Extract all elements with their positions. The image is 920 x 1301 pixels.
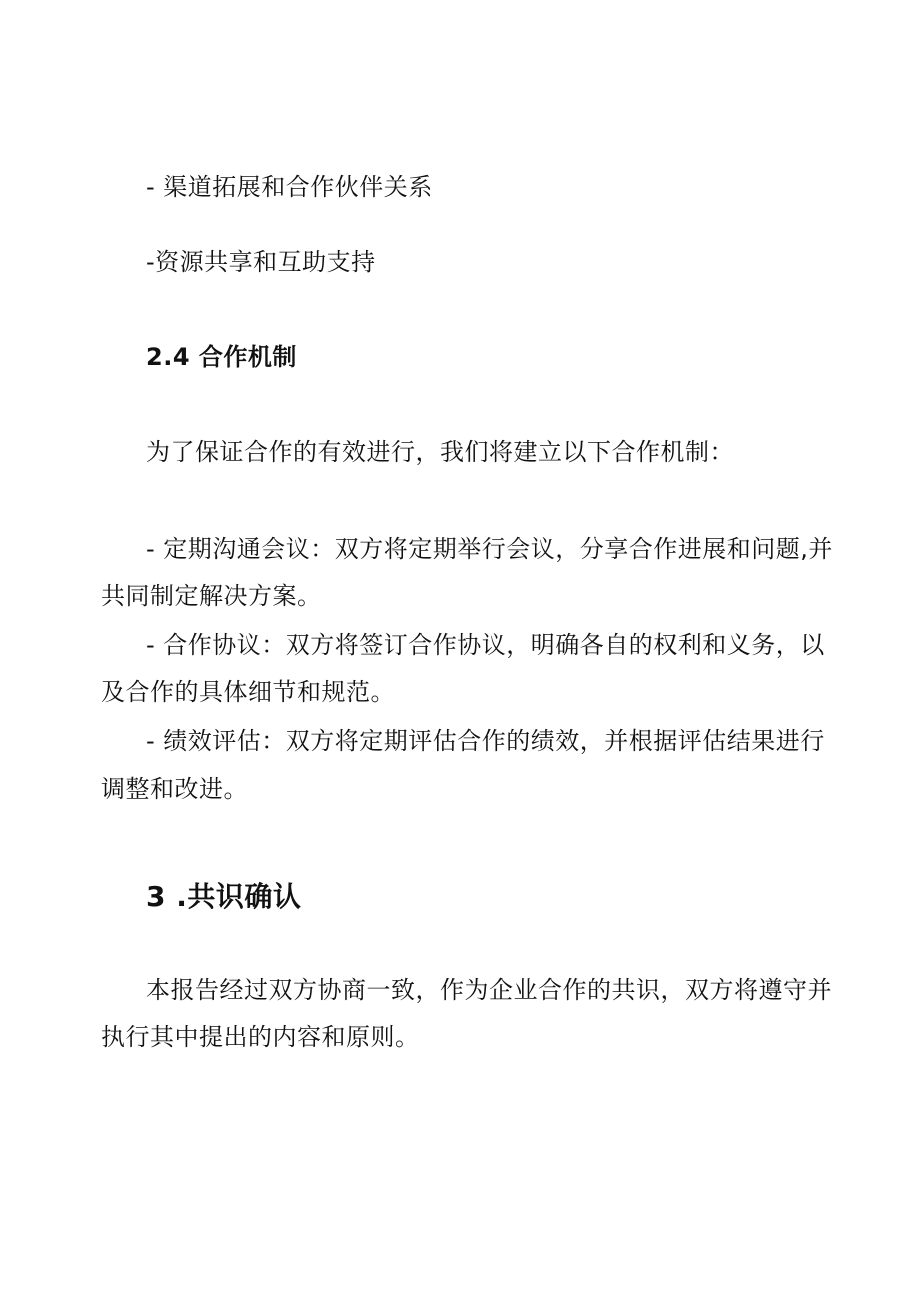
bullet-resource-sharing: -资源共享和互助支持 xyxy=(146,248,376,276)
bullet-channel-expansion: - 渠道拓展和合作伙伴关系 xyxy=(146,173,433,201)
mechanism-item-2-line1: - 合作协议：双方将签订合作协议，明确各自的权利和义务，以 xyxy=(146,631,825,659)
mechanism-item-3-line1: - 绩效评估：双方将定期评估合作的绩效，并根据评估结果进行 xyxy=(146,727,825,755)
section-2-4-intro: 为了保证合作的有效进行，我们将建立以下合作机制： xyxy=(146,438,734,466)
mechanism-item-2-line2: 及合作的具体细节和规范。 xyxy=(101,678,395,706)
section-heading-3: 3 .共识确认 xyxy=(146,880,302,913)
mechanism-item-1-line2: 共同制定解决方案。 xyxy=(101,582,322,610)
mechanism-item-1-line1: - 定期沟通会议：双方将定期举行会议，分享合作进展和问题,并 xyxy=(146,535,833,563)
consensus-paragraph-line1: 本报告经过双方协商一致，作为企业合作的共识，双方将遵守并 xyxy=(146,976,832,1004)
consensus-paragraph-line2: 执行其中提出的内容和原则。 xyxy=(101,1023,420,1051)
section-heading-2-4: 2.4 合作机制 xyxy=(146,343,297,371)
mechanism-item-3-line2: 调整和改进。 xyxy=(101,775,248,803)
